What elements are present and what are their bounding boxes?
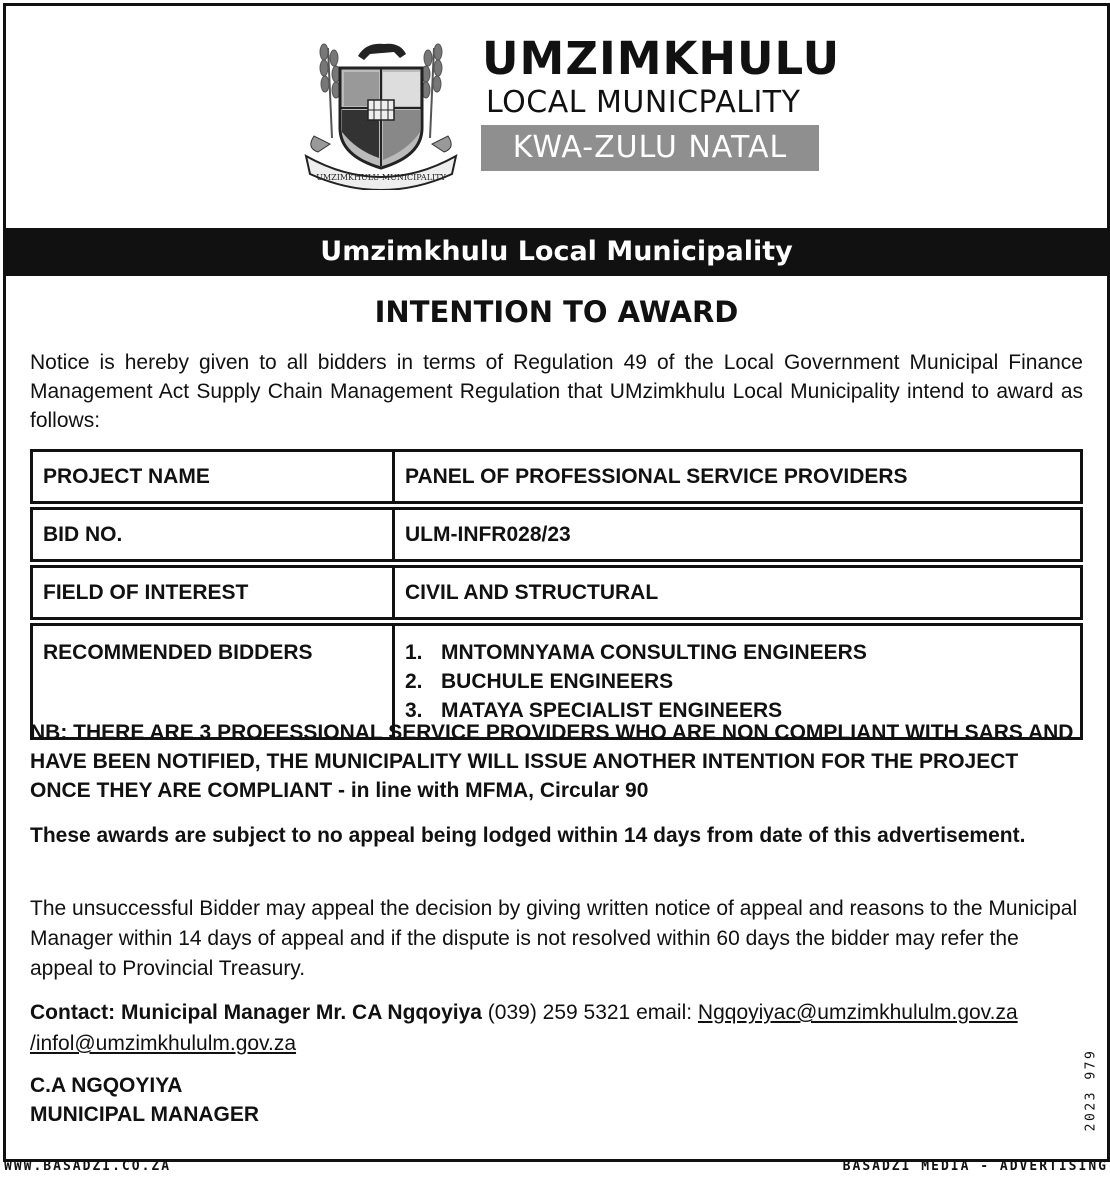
intro-paragraph: Notice is hereby given to all bidders in terms of Regulation 49 of the Local Government Municipal Finance Management Act Supply Chain Management Regulation that UMzimkhulu Local Municipality intend to award as follows: [30, 351, 1083, 432]
signatory-name: C.A NGQOYIYA [30, 1074, 183, 1097]
list-item [405, 667, 1070, 696]
award-table [30, 446, 1083, 743]
footer-website: WWW.BASADZI.CO.ZA [4, 1159, 172, 1174]
email-link-primary[interactable]: Ngqoyiyac@umzimkhululm.gov.za [697, 1001, 1018, 1024]
row-label: FIELD OF INTEREST [30, 565, 392, 620]
bidder-list [405, 638, 1070, 725]
header [6, 6, 1107, 228]
municipality-type: LOCAL MUNICPALITY [486, 85, 801, 120]
bidders-label: RECOMMENDED BIDDERS [30, 623, 392, 740]
appeal-paragraph: The unsuccessful Bidder may appeal the decision by giving written notice of appeal and reasons to the Municipal Manager within 14 days of appeal and if the dispute is not resolved within 60 days the bidder may refer the appeal to Provincial Treasury. [30, 897, 1078, 980]
row-value: ULM-INFR028/23 [392, 507, 1083, 562]
nb-paragraph: NB: THERE ARE 3 PROFESSIONAL SERVICE PROVIDERS WHO ARE NON COMPLIANT WITH SARS AND HAVE BEEN NOTIFIED, THE MUNICIPALITY WILL ISSUE ANOTHER INTENTION FOR THE PROJECT ONCE THEY ARE COMPLIANT - in line with MFMA, Circular 90 [30, 721, 1074, 802]
table-row [30, 565, 1083, 620]
bidder-number: 2. [405, 670, 423, 693]
notice-title: INTENTION TO AWARD [374, 295, 739, 329]
row-label: BID NO. [30, 507, 392, 562]
list-item [405, 638, 1070, 667]
table-row [30, 507, 1083, 562]
bidder-name: MATAYA SPECIALIST ENGINEERS [441, 699, 783, 722]
row-label: PROJECT NAME [30, 449, 392, 504]
banner-title: Umzimkhulu Local Municipality [6, 228, 1107, 276]
email-link-secondary[interactable]: /infol@umzimkhululm.gov.za [30, 1032, 297, 1055]
terms-paragraph: These awards are subject to no appeal being lodged within 14 days from date of this advertisement. [30, 824, 1026, 847]
signature-block [30, 1071, 259, 1129]
row-value: PANEL OF PROFESSIONAL SERVICE PROVIDERS [392, 449, 1083, 504]
bidder-name: BUCHULE ENGINEERS [441, 670, 674, 693]
contact-label: Contact: Municipal Manager Mr. CA Ngqoyiya [30, 1001, 482, 1024]
ad-reference [1078, 1040, 1104, 1140]
bidder-number: 1. [405, 641, 423, 664]
row-value: CIVIL AND STRUCTURAL [392, 565, 1083, 620]
bidder-number: 3. [405, 699, 423, 722]
contact-paragraph [30, 997, 1083, 1059]
ad-reference-text: 2023 979 [1083, 1048, 1099, 1132]
notice-frame [3, 3, 1110, 1162]
crest-motto: UMZIMKHULU MUNICIPALITY [316, 173, 446, 182]
footer-agency: BASADZI MEDIA - ADVERTISING [842, 1159, 1108, 1174]
coat-of-arms-icon [296, 28, 466, 190]
signatory-title: MUNICIPAL MANAGER [30, 1103, 260, 1126]
municipality-name: UMZIMKHULU [482, 32, 841, 85]
province-badge: KWA-ZULU NATAL [481, 125, 819, 171]
contact-phone: (039) 259 5321 email: [481, 1001, 698, 1024]
table-row [30, 449, 1083, 504]
bidder-name: MNTOMNYAMA CONSULTING ENGINEERS [441, 641, 867, 664]
